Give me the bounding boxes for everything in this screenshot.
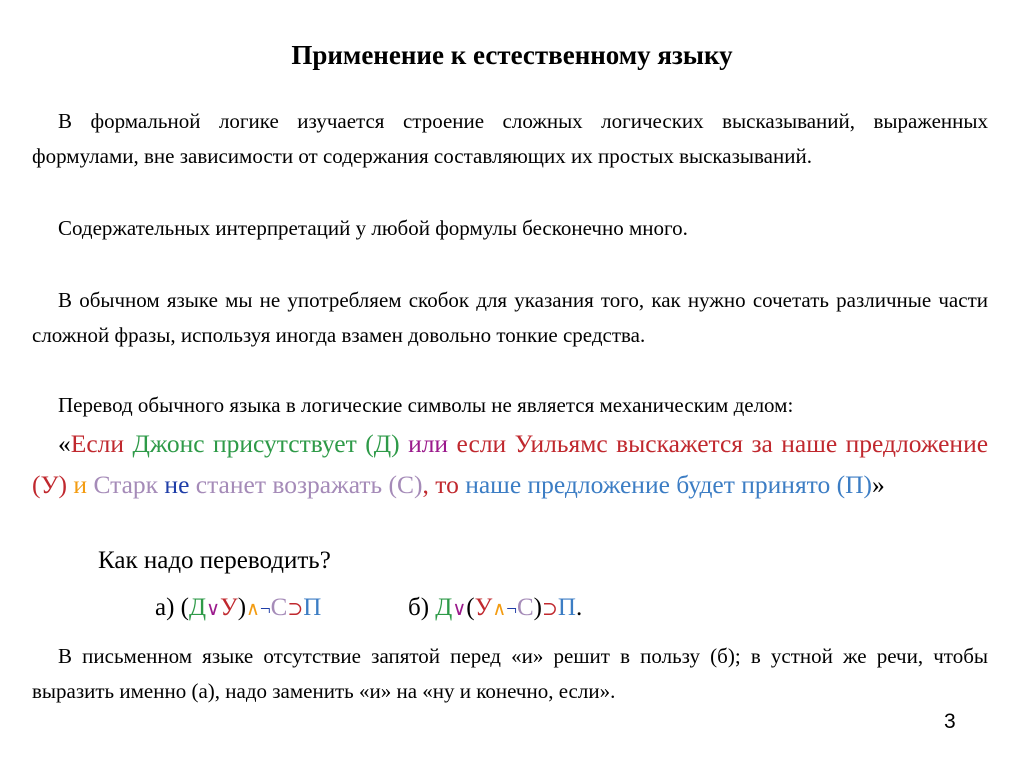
formula-a-d: Д bbox=[189, 594, 207, 621]
page-title: Применение к естественному языку bbox=[291, 40, 733, 70]
formula-b-d: Д bbox=[435, 594, 453, 621]
formula-a-and: ∧ bbox=[246, 599, 260, 620]
formula-a-impl: ⊃ bbox=[287, 599, 304, 620]
formula-b-dot: . bbox=[575, 594, 583, 621]
paragraph-written-language: В письменном языке отсутствие запятой перед «и» решит в пользу (б); в устной же речи, чтобы выразить именно (а), надо заменить «и» на «ну и конечно, если». bbox=[32, 644, 988, 703]
formula-b-or: ∨ bbox=[452, 599, 467, 620]
example-quote bbox=[32, 423, 988, 505]
formula-a-p: П bbox=[303, 594, 322, 621]
formula-b-c: С bbox=[516, 594, 534, 621]
quote-p-paren: (П) bbox=[836, 470, 873, 499]
quote-and: и bbox=[73, 470, 88, 499]
formula-b-label: б) bbox=[408, 594, 430, 621]
paragraph-interpretations: Содержательных интерпретаций у любой формулы бесконечно много. bbox=[58, 216, 688, 240]
formula-b-impl: ⊃ bbox=[541, 599, 558, 620]
quote-if2: если bbox=[456, 429, 507, 458]
formula-a-or: ∨ bbox=[206, 599, 220, 620]
formula-b-u: У bbox=[474, 594, 493, 621]
quote-williams: Уильямс выскажется за наше предложение bbox=[514, 429, 989, 458]
quote-open: « bbox=[58, 429, 71, 458]
formula-a-c: С bbox=[270, 594, 288, 621]
formula-b bbox=[408, 594, 582, 622]
formula-b-rparen: ) bbox=[533, 594, 542, 621]
formula-b-p: П bbox=[557, 594, 576, 621]
quote-or: или bbox=[408, 429, 449, 458]
question: Как надо переводить? bbox=[98, 547, 331, 574]
paragraph-translation: Перевод обычного языка в логические символы не является механическим делом: bbox=[58, 393, 794, 417]
quote-not: не bbox=[164, 470, 190, 499]
formula-a-rparen: ) bbox=[237, 594, 247, 621]
quote-close: » bbox=[872, 470, 885, 499]
quote-stark: Старк bbox=[93, 470, 159, 499]
quote-c-paren: (С) bbox=[388, 470, 423, 499]
formula-b-lparen: ( bbox=[466, 594, 475, 621]
quote-d-paren: (Д) bbox=[365, 429, 400, 458]
formula-b-and: ∧ bbox=[492, 599, 507, 620]
formula-a-u: У bbox=[219, 594, 238, 621]
quote-if1: Если bbox=[70, 429, 125, 458]
paragraph-formal-logic: В формальной логике изучается строение сложных логических высказываний, выраженных формулами, вне зависимости от содержания составляющих их простых высказываний. bbox=[32, 109, 988, 168]
quote-comma: , bbox=[422, 470, 429, 499]
formula-a-label: а) ( bbox=[155, 594, 189, 621]
page-number: 3 bbox=[944, 710, 956, 733]
quote-proposal: наше предложение будет принято bbox=[465, 470, 831, 499]
paragraph-natural-language: В обычном языке мы не употребляем скобок для указания того, как нужно сочетать различные части сложной фразы, используя иногда взамен довольно тонкие средства. bbox=[32, 288, 988, 347]
formula-a bbox=[155, 594, 321, 622]
quote-then: то bbox=[435, 470, 459, 499]
quote-u-paren: (У) bbox=[32, 470, 68, 499]
formula-a-not: ¬ bbox=[259, 599, 271, 620]
formula-b-not: ¬ bbox=[506, 599, 517, 620]
quote-jones: Джонс присутствует bbox=[132, 429, 357, 458]
quote-object: станет возражать bbox=[195, 470, 383, 499]
